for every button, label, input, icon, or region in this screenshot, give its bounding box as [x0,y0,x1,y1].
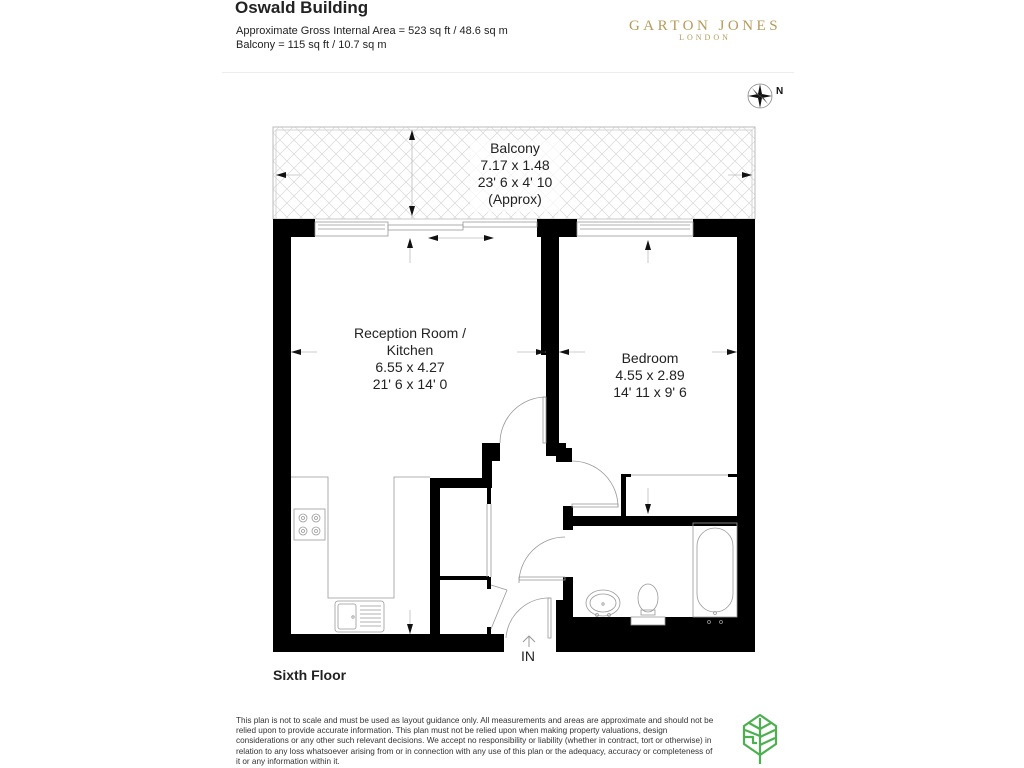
bedroom-imperial: 14' 11 x 9' 6 [613,384,687,400]
entrance-label: IN [521,648,535,664]
balcony-area-text: Balcony = 115 sq ft / 10.7 sq m [236,39,387,51]
reception-name-2: Kitchen [386,342,434,358]
reception-metric: 6.55 x 4.27 [375,359,445,375]
balcony-name: Balcony [490,140,540,156]
bedroom-metric: 4.55 x 2.89 [615,367,685,383]
kitchen-fixtures [291,477,430,632]
dimension-arrows [291,235,737,634]
entrance-arrow-icon [523,636,535,647]
bedroom-name: Bedroom [621,350,679,366]
reception-label [335,325,485,393]
compass-north-label: N [776,86,784,97]
gross-area-text: Approximate Gross Internal Area = 523 sq ft / 48.6 sq m [236,25,508,37]
walls [273,219,755,652]
balcony-note: (Approx) [488,191,542,207]
bedroom-label [575,350,725,401]
bathroom-fixtures [586,523,737,625]
windows [315,222,693,236]
balcony-metric: 7.17 x 1.48 [480,157,550,173]
brand-name: GARTON JONES [628,18,782,34]
reception-imperial: 21' 6 x 14' 0 [372,376,448,392]
disclaimer-text: This plan is not to scale and must be used as layout guidance only. All measurements and areas are approximate and should not be relied upon to provide accurate information. This plan must not be relied upon when making property valuations, design considerations or any other such relevant decisions. We accept no responsibility or liability (whether in contract, tort or otherwise) in relation to any loss whatsoever arising from or in connection with any use of this plan or the adequacy, accuracy or completeness of it or any information within it. [236,716,714,766]
brand-sub: LONDON [679,33,731,42]
floor-label: Sixth Floor [273,667,347,683]
reception-name-1: Reception Room / [353,325,467,341]
leaf-logo-icon [740,712,780,766]
building-title: Oswald Building [235,0,369,17]
balcony-imperial: 23' 6 x 4' 10 [477,174,553,190]
balcony-label [440,140,590,208]
